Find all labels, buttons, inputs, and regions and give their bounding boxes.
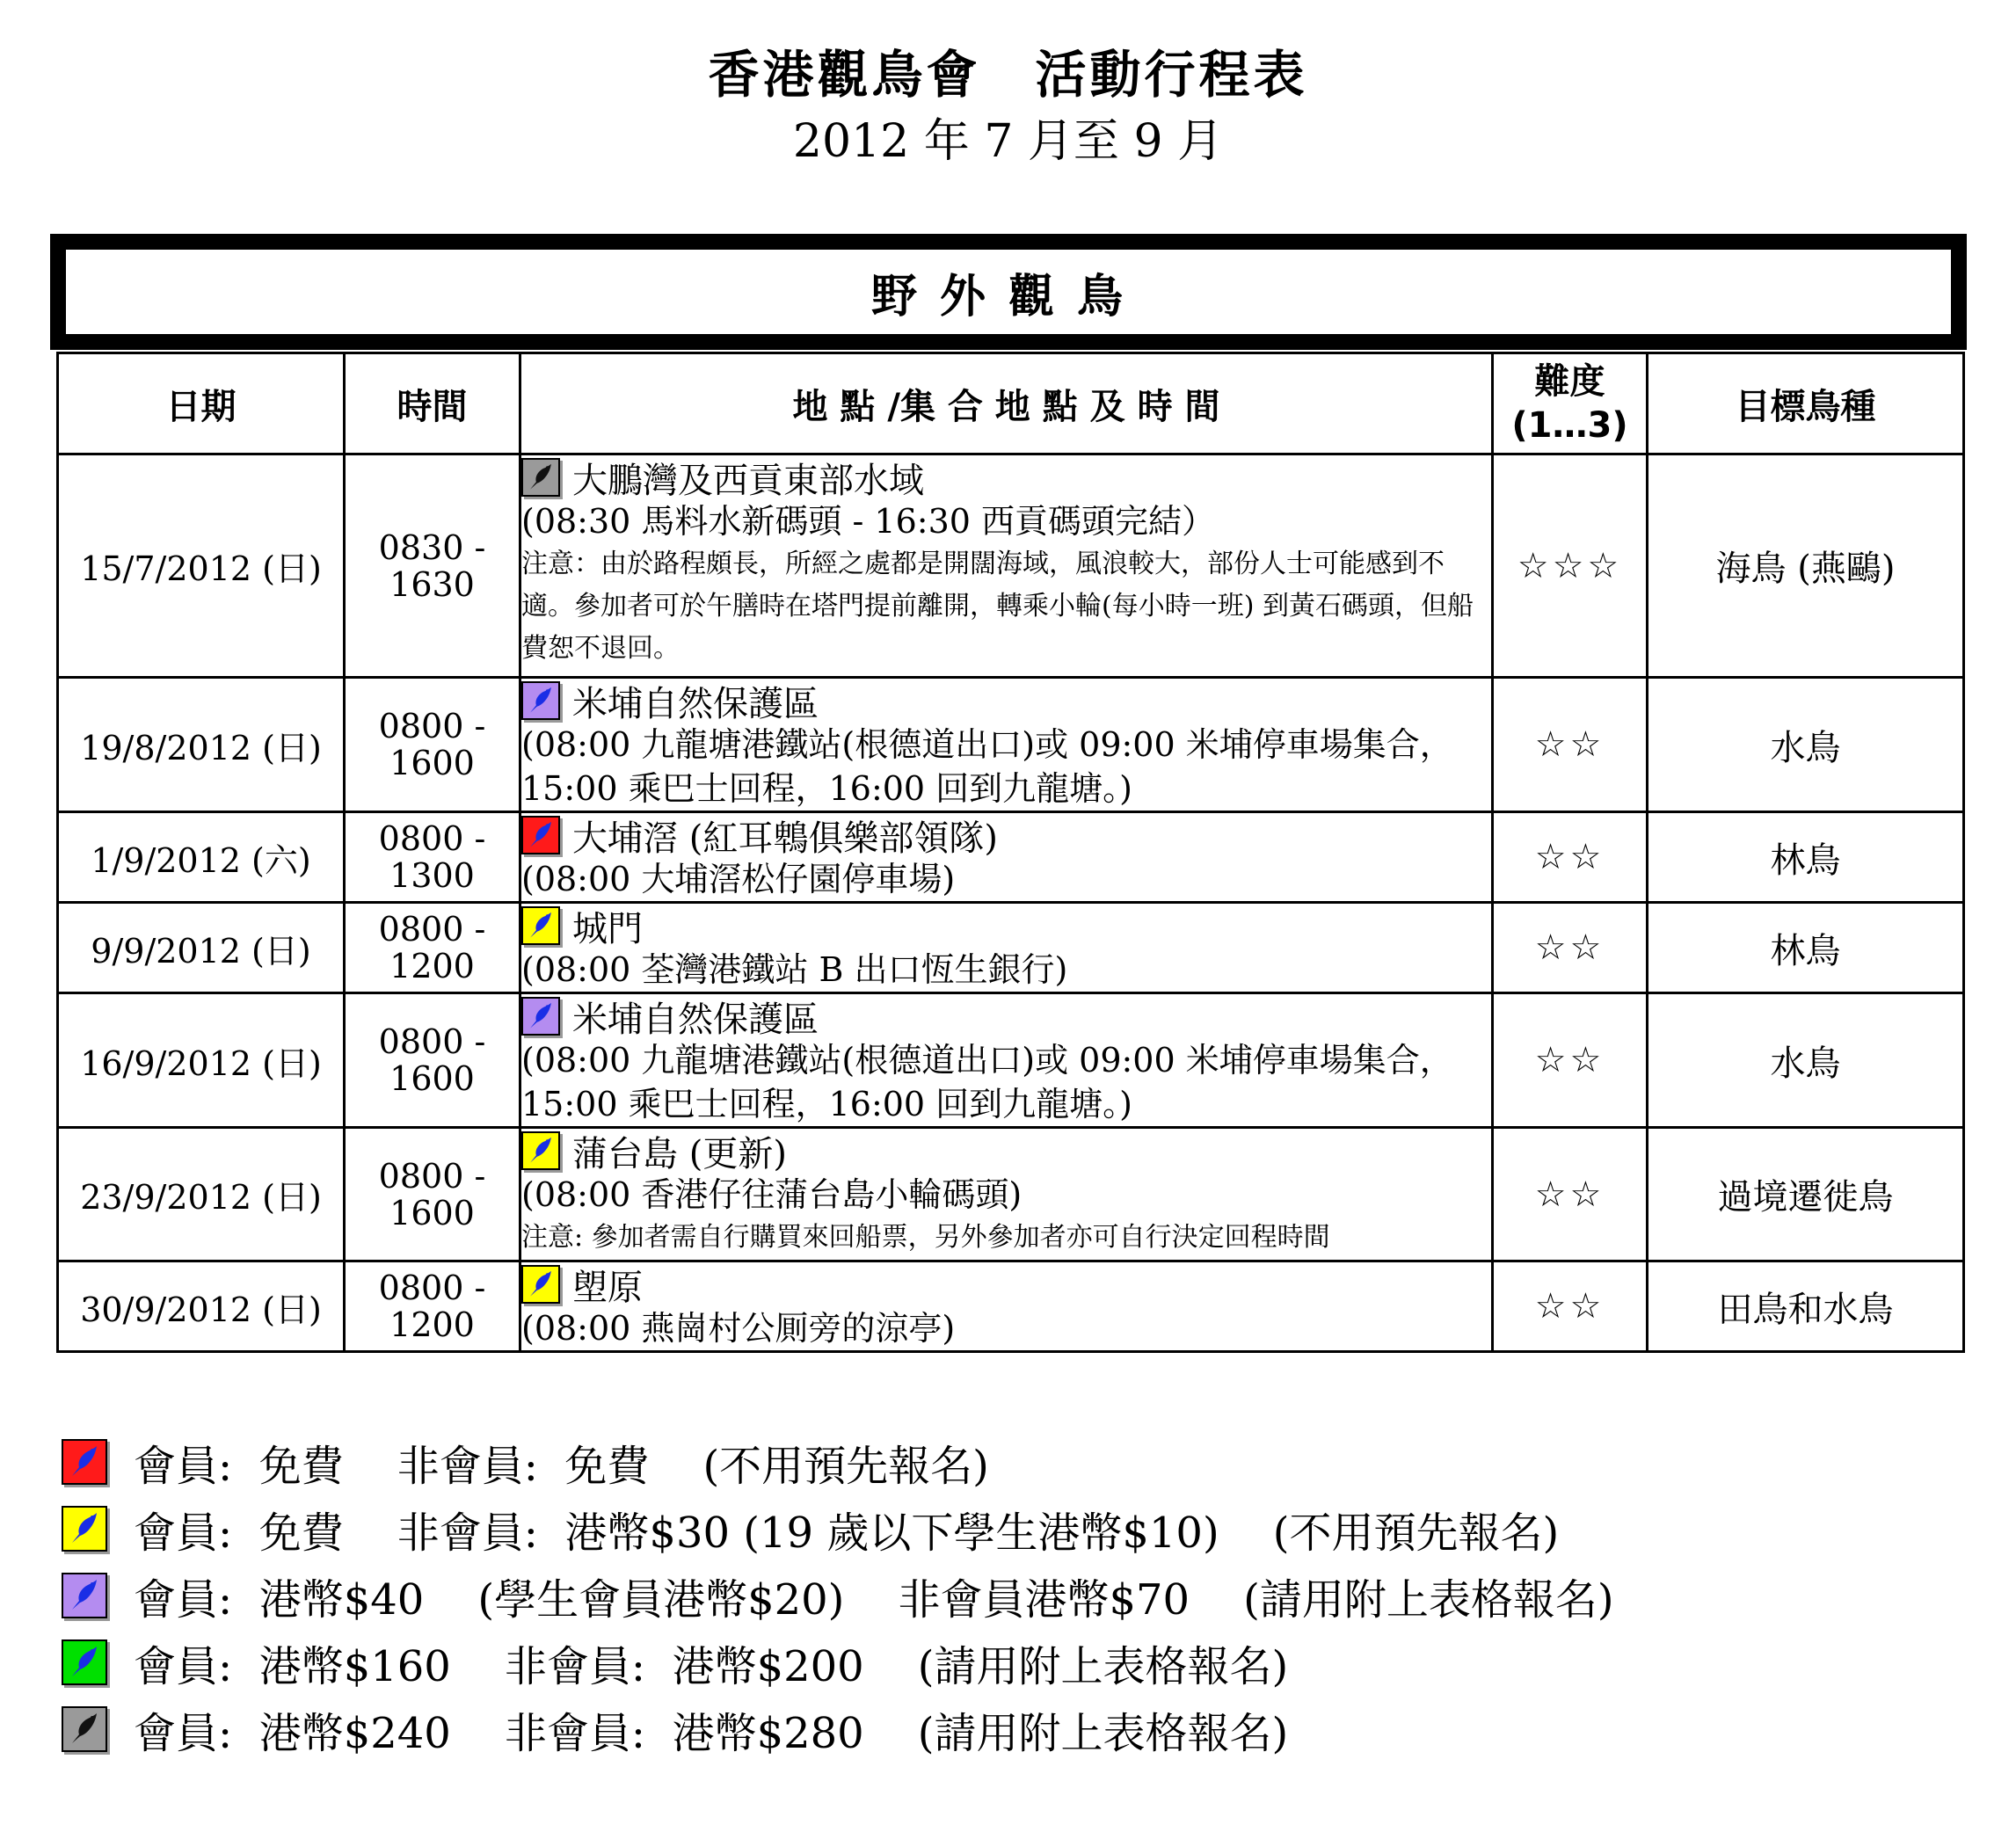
red-bird-icon bbox=[521, 816, 560, 854]
table-row bbox=[58, 903, 1964, 993]
event-time bbox=[345, 812, 520, 903]
difficulty-stars: ☆☆ bbox=[1493, 1261, 1648, 1352]
location-name: 米埔自然保護區 bbox=[572, 999, 819, 1040]
legend-item bbox=[62, 1495, 1614, 1562]
time-start: 0800 - bbox=[378, 910, 486, 949]
time-end: 1600 bbox=[389, 744, 475, 782]
event-time bbox=[345, 1261, 520, 1352]
time-start: 0800 - bbox=[378, 707, 486, 745]
target-birds: 水鳥 bbox=[1648, 678, 1964, 812]
yellow-bird-icon bbox=[62, 1506, 107, 1552]
event-note: 注意：由於路程頗長，所經之處都是開闊海域，風浪較大，部份人士可能感到不適。參加者可於午膳時在塔門提前離開，轉乘小輪(每小時一班) 到黃石碼頭，但船費恕不退回。 bbox=[521, 549, 1474, 664]
event-location-cell bbox=[520, 993, 1493, 1128]
gray-bird-icon bbox=[521, 458, 560, 497]
time-end: 1300 bbox=[389, 856, 475, 895]
legend-text: 會員: 港幣$40 (學生會員港幣$20) 非會員港幣$70 (請用附上表格報名) bbox=[134, 1574, 1614, 1625]
schedule-table bbox=[56, 352, 1965, 1353]
target-birds: 林鳥 bbox=[1648, 812, 1964, 903]
difficulty-header-line2: (1…3) bbox=[1511, 405, 1628, 446]
location-heading bbox=[521, 679, 1491, 723]
event-date: 19/8/2012 (日) bbox=[58, 678, 345, 812]
legend-text: 會員: 免費 非會員: 港幣$30 (19 歲以下學生港幣$10) (不用預先報名) bbox=[134, 1508, 1560, 1558]
purple-bird-icon bbox=[521, 997, 560, 1036]
event-date: 15/7/2012 (日) bbox=[58, 454, 345, 678]
location-name: 大埔滘 (紅耳鵯俱樂部領隊) bbox=[572, 818, 998, 859]
difficulty-stars: ☆☆ bbox=[1493, 812, 1648, 903]
meeting-detail: (08:00 香港仔往蒲台島小輪碼頭) bbox=[521, 1175, 1023, 1214]
difficulty-stars: ☆☆☆ bbox=[1493, 454, 1648, 678]
location-heading bbox=[521, 994, 1491, 1038]
target-birds: 田鳥和水鳥 bbox=[1648, 1261, 1964, 1352]
location-heading bbox=[521, 813, 1491, 857]
meeting-detail: (08:00 九龍塘港鐵站(根德道出口)或 09:00 米埔停車場集合，15:00 乘巴士回程，16:00 回到九龍塘。) bbox=[521, 1041, 1453, 1123]
legend-text: 會員: 港幣$240 非會員: 港幣$280 (請用附上表格報名) bbox=[134, 1708, 1289, 1758]
event-time bbox=[345, 993, 520, 1128]
table-row bbox=[58, 812, 1964, 903]
event-date: 23/9/2012 (日) bbox=[58, 1128, 345, 1261]
event-location-cell bbox=[520, 1128, 1493, 1261]
location-name: 蒲台島 (更新) bbox=[572, 1133, 787, 1174]
event-location-cell bbox=[520, 1261, 1493, 1352]
time-end: 1600 bbox=[389, 1193, 475, 1232]
legend-item bbox=[62, 1696, 1614, 1763]
page-subtitle: 2012 年 7 月至 9 月 bbox=[792, 115, 1224, 168]
event-date: 9/9/2012 (日) bbox=[58, 903, 345, 993]
time-end: 1600 bbox=[389, 1059, 475, 1098]
target-birds: 水鳥 bbox=[1648, 993, 1964, 1128]
column-header-difficulty bbox=[1493, 353, 1648, 454]
difficulty-stars: ☆☆ bbox=[1493, 993, 1648, 1128]
purple-bird-icon bbox=[521, 681, 560, 720]
meeting-detail: (08:00 荃灣港鐵站 B 出口恆生銀行) bbox=[521, 950, 1068, 989]
target-birds: 林鳥 bbox=[1648, 903, 1964, 993]
gray-bird-icon bbox=[62, 1706, 107, 1752]
target-birds: 海鳥 (燕鷗) bbox=[1648, 454, 1964, 678]
event-date: 16/9/2012 (日) bbox=[58, 993, 345, 1128]
legend-item bbox=[62, 1562, 1614, 1629]
event-time bbox=[345, 1128, 520, 1261]
time-end: 1200 bbox=[389, 947, 475, 985]
target-birds: 過境遷徙鳥 bbox=[1648, 1128, 1964, 1261]
legend-text: 會員: 免費 非會員: 免費 (不用預先報名) bbox=[134, 1441, 989, 1491]
red-bird-icon bbox=[62, 1439, 107, 1485]
event-time bbox=[345, 903, 520, 993]
legend-item bbox=[62, 1429, 1614, 1495]
time-start: 0800 - bbox=[378, 1022, 486, 1061]
time-end: 1630 bbox=[389, 564, 475, 604]
meeting-detail: (08:00 九龍塘港鐵站(根德道出口)或 09:00 米埔停車場集合，15:00 乘巴士回程，16:00 回到九龍塘。) bbox=[521, 725, 1453, 808]
event-date: 1/9/2012 (六) bbox=[58, 812, 345, 903]
legend-text: 會員: 港幣$160 非會員: 港幣$200 (請用附上表格報名) bbox=[134, 1641, 1289, 1691]
page-title: 香港觀鳥會 活動行程表 bbox=[708, 45, 1308, 105]
location-heading bbox=[521, 455, 1491, 499]
event-time bbox=[345, 678, 520, 812]
location-heading bbox=[521, 1262, 1491, 1306]
location-name: 塱原 bbox=[572, 1267, 643, 1308]
column-header-target: 目標鳥種 bbox=[1648, 353, 1964, 454]
section-title: 野外觀鳥 bbox=[64, 248, 1953, 336]
difficulty-stars: ☆☆ bbox=[1493, 903, 1648, 993]
section-banner bbox=[50, 234, 1967, 350]
location-name: 城門 bbox=[572, 908, 643, 949]
time-start: 0830 - bbox=[378, 527, 486, 567]
purple-bird-icon bbox=[62, 1573, 107, 1618]
table-row bbox=[58, 993, 1964, 1128]
event-location-cell bbox=[520, 812, 1493, 903]
meeting-detail: (08:00 燕崗村公厠旁的涼亭) bbox=[521, 1309, 956, 1348]
event-location-cell bbox=[520, 454, 1493, 678]
table-header-row bbox=[58, 353, 1964, 454]
time-end: 1200 bbox=[389, 1305, 475, 1344]
yellow-bird-icon bbox=[521, 1131, 560, 1170]
table-row bbox=[58, 678, 1964, 812]
event-note: 注意: 參加者需自行購買來回船票，另外參加者亦可自行決定回程時間 bbox=[521, 1222, 1330, 1253]
fee-legend bbox=[62, 1429, 1614, 1763]
event-time bbox=[345, 454, 520, 678]
location-name: 大鵬灣及西貢東部水域 bbox=[572, 460, 924, 501]
difficulty-stars: ☆☆ bbox=[1493, 678, 1648, 812]
meeting-detail: (08:00 大埔滘松仔園停車場) bbox=[521, 860, 956, 898]
table-row bbox=[58, 1128, 1964, 1261]
time-start: 0800 - bbox=[378, 1156, 486, 1196]
time-start: 0800 - bbox=[378, 1269, 486, 1307]
event-location-cell bbox=[520, 678, 1493, 812]
legend-item bbox=[62, 1629, 1614, 1696]
event-location-cell bbox=[520, 903, 1493, 993]
event-date: 30/9/2012 (日) bbox=[58, 1261, 345, 1352]
difficulty-stars: ☆☆ bbox=[1493, 1128, 1648, 1261]
location-name: 米埔自然保護區 bbox=[572, 683, 819, 724]
yellow-bird-icon bbox=[521, 1265, 560, 1304]
green-bird-icon bbox=[62, 1639, 107, 1685]
location-heading bbox=[521, 1129, 1491, 1173]
column-header-location: 地 點 /集 合 地 點 及 時 間 bbox=[520, 353, 1493, 454]
yellow-bird-icon bbox=[521, 906, 560, 945]
location-heading bbox=[521, 904, 1491, 948]
column-header-time: 時間 bbox=[345, 353, 520, 454]
difficulty-header-line1: 難度 bbox=[1534, 361, 1605, 402]
column-header-date: 日期 bbox=[58, 353, 345, 454]
table-row bbox=[58, 454, 1964, 678]
meeting-detail: (08:30 馬料水新碼頭 - 16:30 西貢碼頭完結） bbox=[521, 502, 1216, 541]
table-row bbox=[58, 1261, 1964, 1352]
time-start: 0800 - bbox=[378, 819, 486, 858]
